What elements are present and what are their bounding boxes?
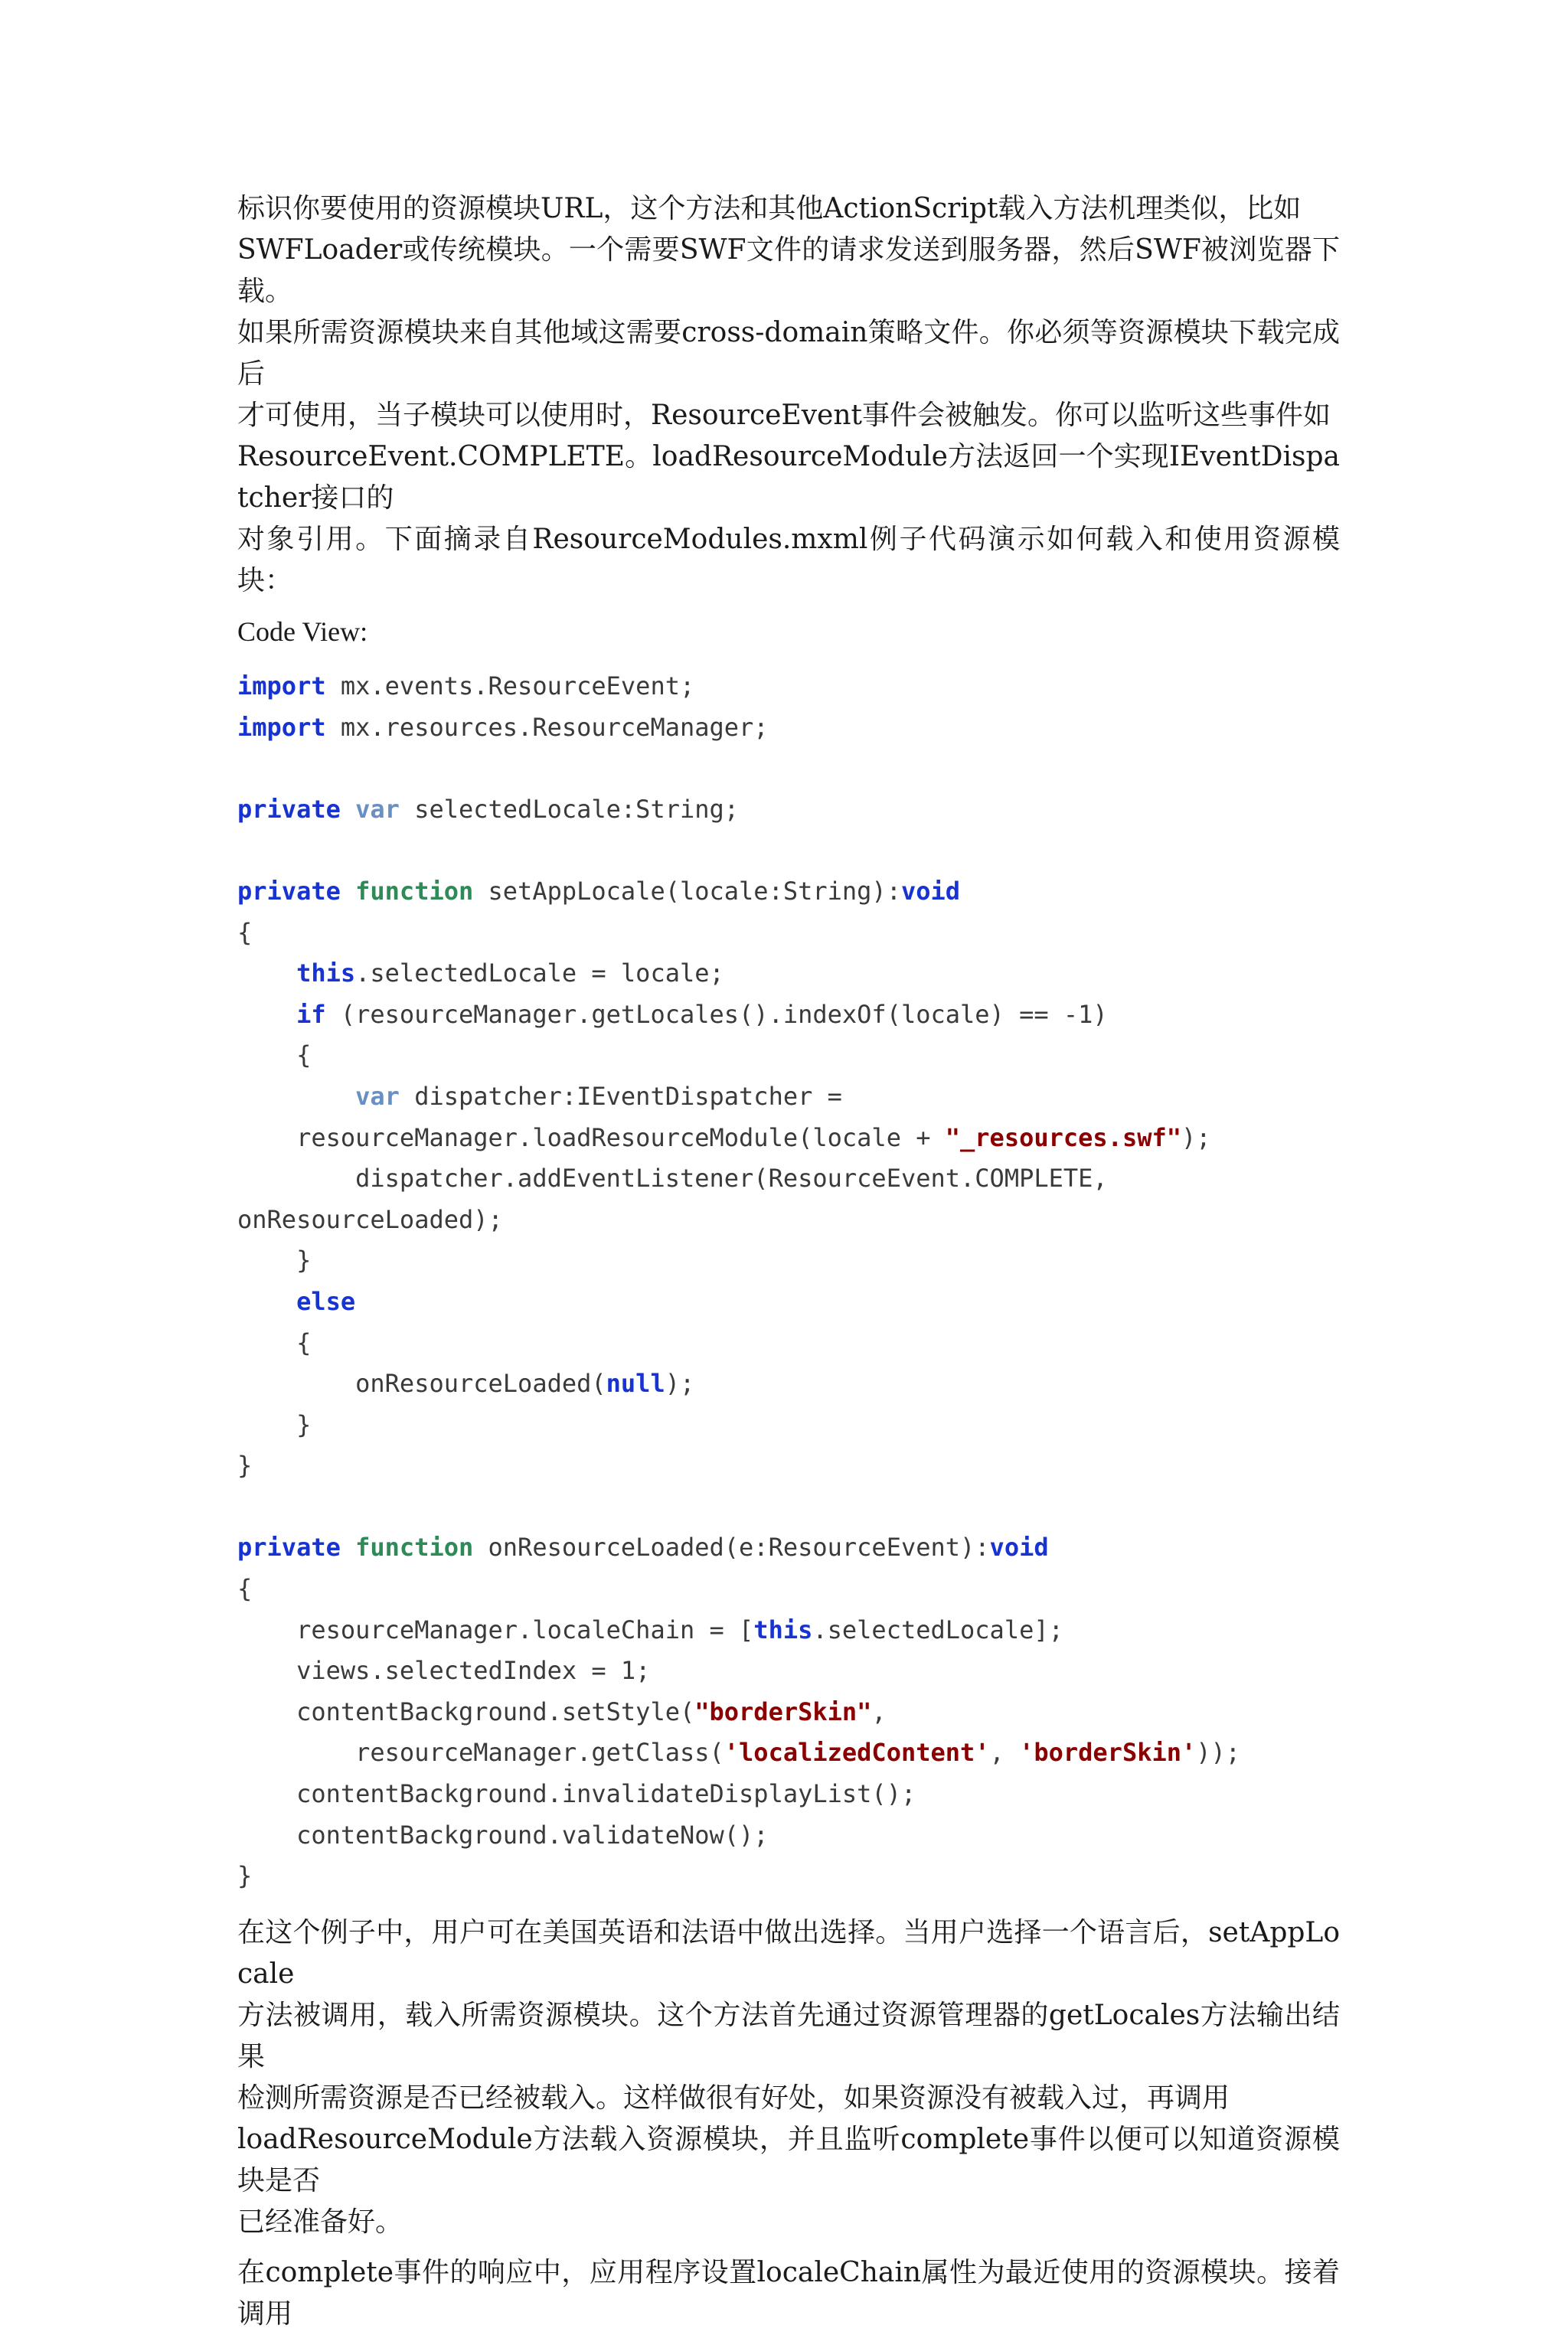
closing-line: 在complete事件的响应中，应用程序设置localeChain属性为最近使用的资源模块。接着调用 [237,2256,1340,2330]
code-line [237,1610,1340,1651]
code-token: private [237,876,341,906]
intro-paragraph [237,188,1340,602]
intro-line: ResourceEvent.COMPLETE。loadResourceModule方法返回一个实现IEventDispatcher接口的 [237,441,1340,514]
code-line [237,830,1340,871]
code-token: .selectedLocale = locale; [355,958,724,988]
code-line [237,1118,1340,1159]
code-token: resourceManager.getClass( [237,1738,724,1768]
code-token: import [237,712,326,742]
code-token: contentBackground.setStyle( [237,1697,695,1726]
code-token [237,1082,355,1111]
code-line [237,1240,1340,1282]
code-token: } [237,1451,253,1481]
code-token: contentBackground.validateNow(); [237,1820,769,1850]
explanation-line: 在这个例子中，用户可在美国英语和法语中做出选择。当用户选择一个语言后，setAppLocale [237,1916,1340,1990]
code-token: function [355,1533,474,1563]
code-token: (resourceManager.getLocales().indexOf(locale) == -1) [325,999,1108,1029]
code-token: else [296,1286,356,1316]
code-token: } [237,1246,312,1275]
code-token: resourceManager.loadResourceModule(locale + [237,1122,946,1152]
code-view-label: Code View: [237,616,368,647]
code-line [237,871,1340,913]
code-token: selectedLocale:String; [399,794,740,824]
code-token: void [900,876,961,906]
code-line [237,953,1340,994]
code-token: 'borderSkin' [1019,1738,1197,1768]
code-token: 'localizedContent' [724,1738,990,1768]
code-token: void [989,1533,1049,1563]
code-line [237,707,1340,749]
code-token: { [237,1328,312,1357]
code-token: } [237,1861,253,1891]
code-line [237,1527,1340,1569]
code-line [237,1282,1340,1323]
code-token: dispatcher:IEventDispatcher = [399,1081,842,1111]
code-line [237,1323,1340,1364]
page-content [237,188,1340,2335]
code-token: "_resources.swf" [945,1122,1181,1152]
code-token: , [989,1738,1020,1768]
code-listing [237,666,1340,1897]
code-token: mx.events.ResourceEvent; [325,671,695,700]
code-line [237,1815,1340,1857]
code-line [237,913,1340,954]
code-line [237,1200,1340,1241]
code-token: onResourceLoaded); [237,1204,503,1234]
closing-paragraph [237,2252,1340,2335]
code-token [237,1287,296,1316]
code-line [237,1363,1340,1405]
code-line [237,1487,1340,1528]
code-token: onResourceLoaded(e:ResourceEvent): [473,1533,990,1563]
explanation-paragraph [237,1912,1340,2243]
code-token: views.selectedIndex = 1; [237,1656,651,1686]
code-token: var [355,1081,400,1111]
code-line [237,1569,1340,1610]
code-token [341,877,355,906]
code-token: private [237,794,341,824]
code-line [237,1035,1340,1076]
code-line [237,994,1340,1036]
code-line [237,1405,1340,1446]
code-token: this [296,958,356,988]
code-token: { [237,1040,312,1070]
intro-line: 对象引用。下面摘录自ResourceModules.mxml例子代码演示如何载入和使用资源模块： [237,524,1340,596]
code-token: function [355,876,474,906]
code-token [341,795,355,824]
code-token: { [237,917,253,947]
code-token: { [237,1574,253,1604]
code-token: ); [1181,1122,1211,1152]
code-token: } [237,1409,312,1439]
code-line [237,748,1340,789]
code-line [237,789,1340,831]
explanation-line: 已经准备好。 [237,2206,403,2238]
code-token: import [237,671,326,700]
code-line [237,666,1340,707]
code-line [237,1158,1340,1200]
explanation-line: 检测所需资源是否已经被载入。这样做很有好处，如果资源没有被载入过，再调用 [237,2082,1230,2114]
code-token: mx.resources.ResourceManager; [325,712,769,742]
code-token [237,1000,296,1029]
code-token: this [753,1615,813,1644]
code-line [237,1445,1340,1487]
code-token: null [606,1369,665,1399]
code-token: ); [665,1369,695,1399]
code-token: dispatcher.addEventListener(ResourceEvent.COMPLETE, [237,1164,1108,1194]
code-token: onResourceLoaded( [237,1369,606,1399]
code-line [237,1651,1340,1692]
code-token: , [871,1697,887,1726]
intro-line: 才可使用，当子模块可以使用时，ResourceEvent事件会被触发。你可以监听这些事件如 [237,400,1331,431]
code-token: resourceManager.localeChain = [ [237,1615,754,1644]
intro-line: 标识你要使用的资源模块URL，这个方法和其他ActionScript载入方法机理类似，比如 [237,193,1302,224]
code-line [237,1856,1340,1897]
code-token: "borderSkin" [694,1697,872,1726]
intro-line: 如果所需资源模块来自其他域这需要cross-domain策略文件。你必须等资源模块下载完成后 [237,317,1340,390]
code-line [237,1076,1340,1118]
code-token [341,1533,355,1562]
code-line [237,1732,1340,1774]
code-line [237,1692,1340,1733]
code-token: )); [1196,1738,1241,1768]
code-token: var [355,794,400,824]
intro-line: SWFLoader或传统模块。一个需要SWF文件的请求发送到服务器，然后SWF被浏览器下载。 [237,234,1340,307]
explanation-line: 方法被调用，载入所需资源模块。这个方法首先通过资源管理器的getLocales方法输出结果 [237,1999,1340,2072]
code-token: setAppLocale(locale:String): [473,876,901,906]
code-token: .selectedLocale]; [812,1615,1063,1644]
code-token: private [237,1533,341,1563]
code-line [237,1774,1340,1815]
code-token [237,958,296,988]
explanation-line: loadResourceModule方法载入资源模块，并且监听complete事件以便可以知道资源模块是否 [237,2123,1340,2196]
code-token: if [296,999,326,1029]
code-token: contentBackground.invalidateDisplayList(); [237,1779,916,1809]
